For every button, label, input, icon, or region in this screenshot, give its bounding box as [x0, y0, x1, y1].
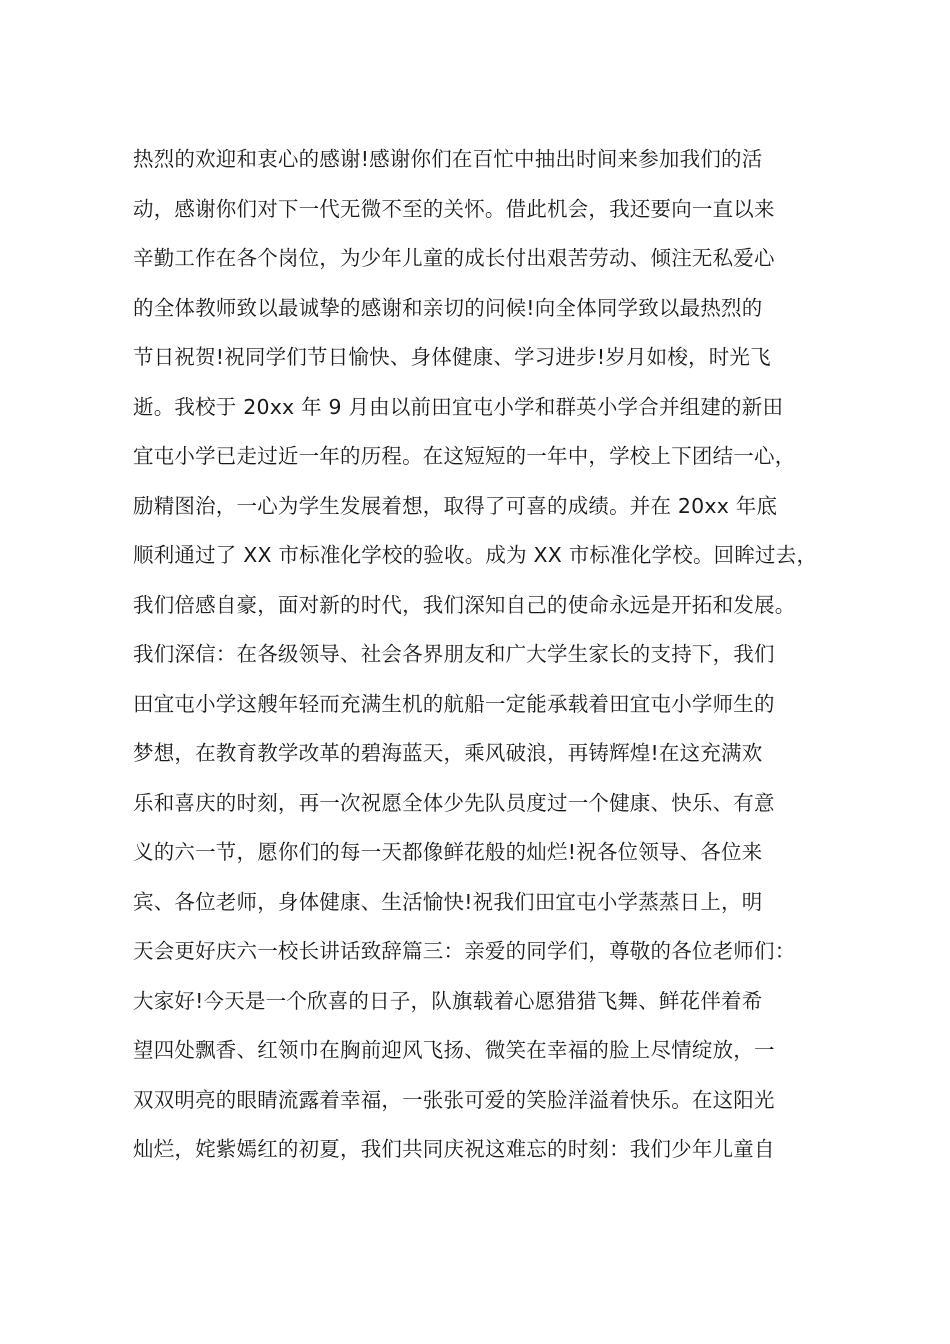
text-line: 天会更好庆六一校长讲话致辞篇三：亲爱的同学们，尊敬的各位老师们： — [133, 939, 796, 963]
text-line: 辛勤工作在各个岗位，为少年儿童的成长付出艰苦劳动、倾注无私爱心 — [133, 246, 775, 270]
text-line: 梦想，在教育教学改革的碧海蓝天，乘风破浪，再铸辉煌!在这充满欢 — [133, 741, 763, 765]
text-line: 大家好!今天是一个欣喜的日子，队旗载着心愿猎猎飞舞、鲜花伴着希 — [133, 988, 763, 1013]
text-line: 乐和喜庆的时刻，再一次祝愿全体少先队员度过一个健康、快乐、有意 — [133, 790, 775, 815]
text-line: 宜屯小学已走过近一年的历程。在这短短的一年中，学校上下团结一心， — [133, 444, 796, 468]
text-line: 灿烂，姹紫嫣红的初夏，我们共同庆祝这难忘的时刻：我们少年儿童自 — [133, 1137, 775, 1161]
body-text — [133, 139, 853, 1179]
text-line: 逝。我校于 20xx 年 9 月由以前田宜屯小学和群英小学合并组建的新田 — [133, 394, 784, 419]
text-line: 宾、各位老师，身体健康、生活愉快!祝我们田宜屯小学蒸蒸日上，明 — [133, 889, 763, 914]
text-line: 双双明亮的眼睛流露着幸福，一张张可爱的笑脸洋溢着快乐。在这阳光 — [133, 1087, 775, 1112]
text-line: 热烈的欢迎和衷心的感谢!感谢你们在百忙中抽出时间来参加我们的活 — [133, 147, 763, 171]
text-line: 动，感谢你们对下一代无微不至的关怀。借此机会，我还要向一直以来 — [133, 196, 775, 221]
text-line: 顺利通过了 XX 市标准化学校的验收。成为 XX 市标准化学校。回眸过去， — [133, 543, 818, 567]
text-line: 我们深信：在各级领导、社会各界朋友和广大学生家长的支持下，我们 — [133, 642, 775, 666]
text-line: 励精图治，一心为学生发展着想，取得了可喜的成绩。并在 20xx 年底 — [133, 493, 778, 518]
text-line: 义的六一节，愿你们的每一天都像鲜花般的灿烂!祝各位领导、各位来 — [133, 840, 763, 864]
text-line: 田宜屯小学这艘年轻而充满生机的航船一定能承载着田宜屯小学师生的 — [133, 691, 775, 716]
text-line: 的全体教师致以最诚挚的感谢和亲切的问候!向全体同学致以最热烈的 — [133, 295, 763, 320]
text-line: 望四处飘香、红领巾在胸前迎风飞扬、微笑在幸福的脸上尽情绽放，一 — [133, 1038, 775, 1062]
text-line: 我们倍感自豪，面对新的时代，我们深知自己的使命永远是开拓和发展。 — [133, 592, 796, 617]
text-line: 节日祝贺!祝同学们节日愉快、身体健康、学习进步!岁月如梭，时光飞 — [133, 345, 771, 369]
